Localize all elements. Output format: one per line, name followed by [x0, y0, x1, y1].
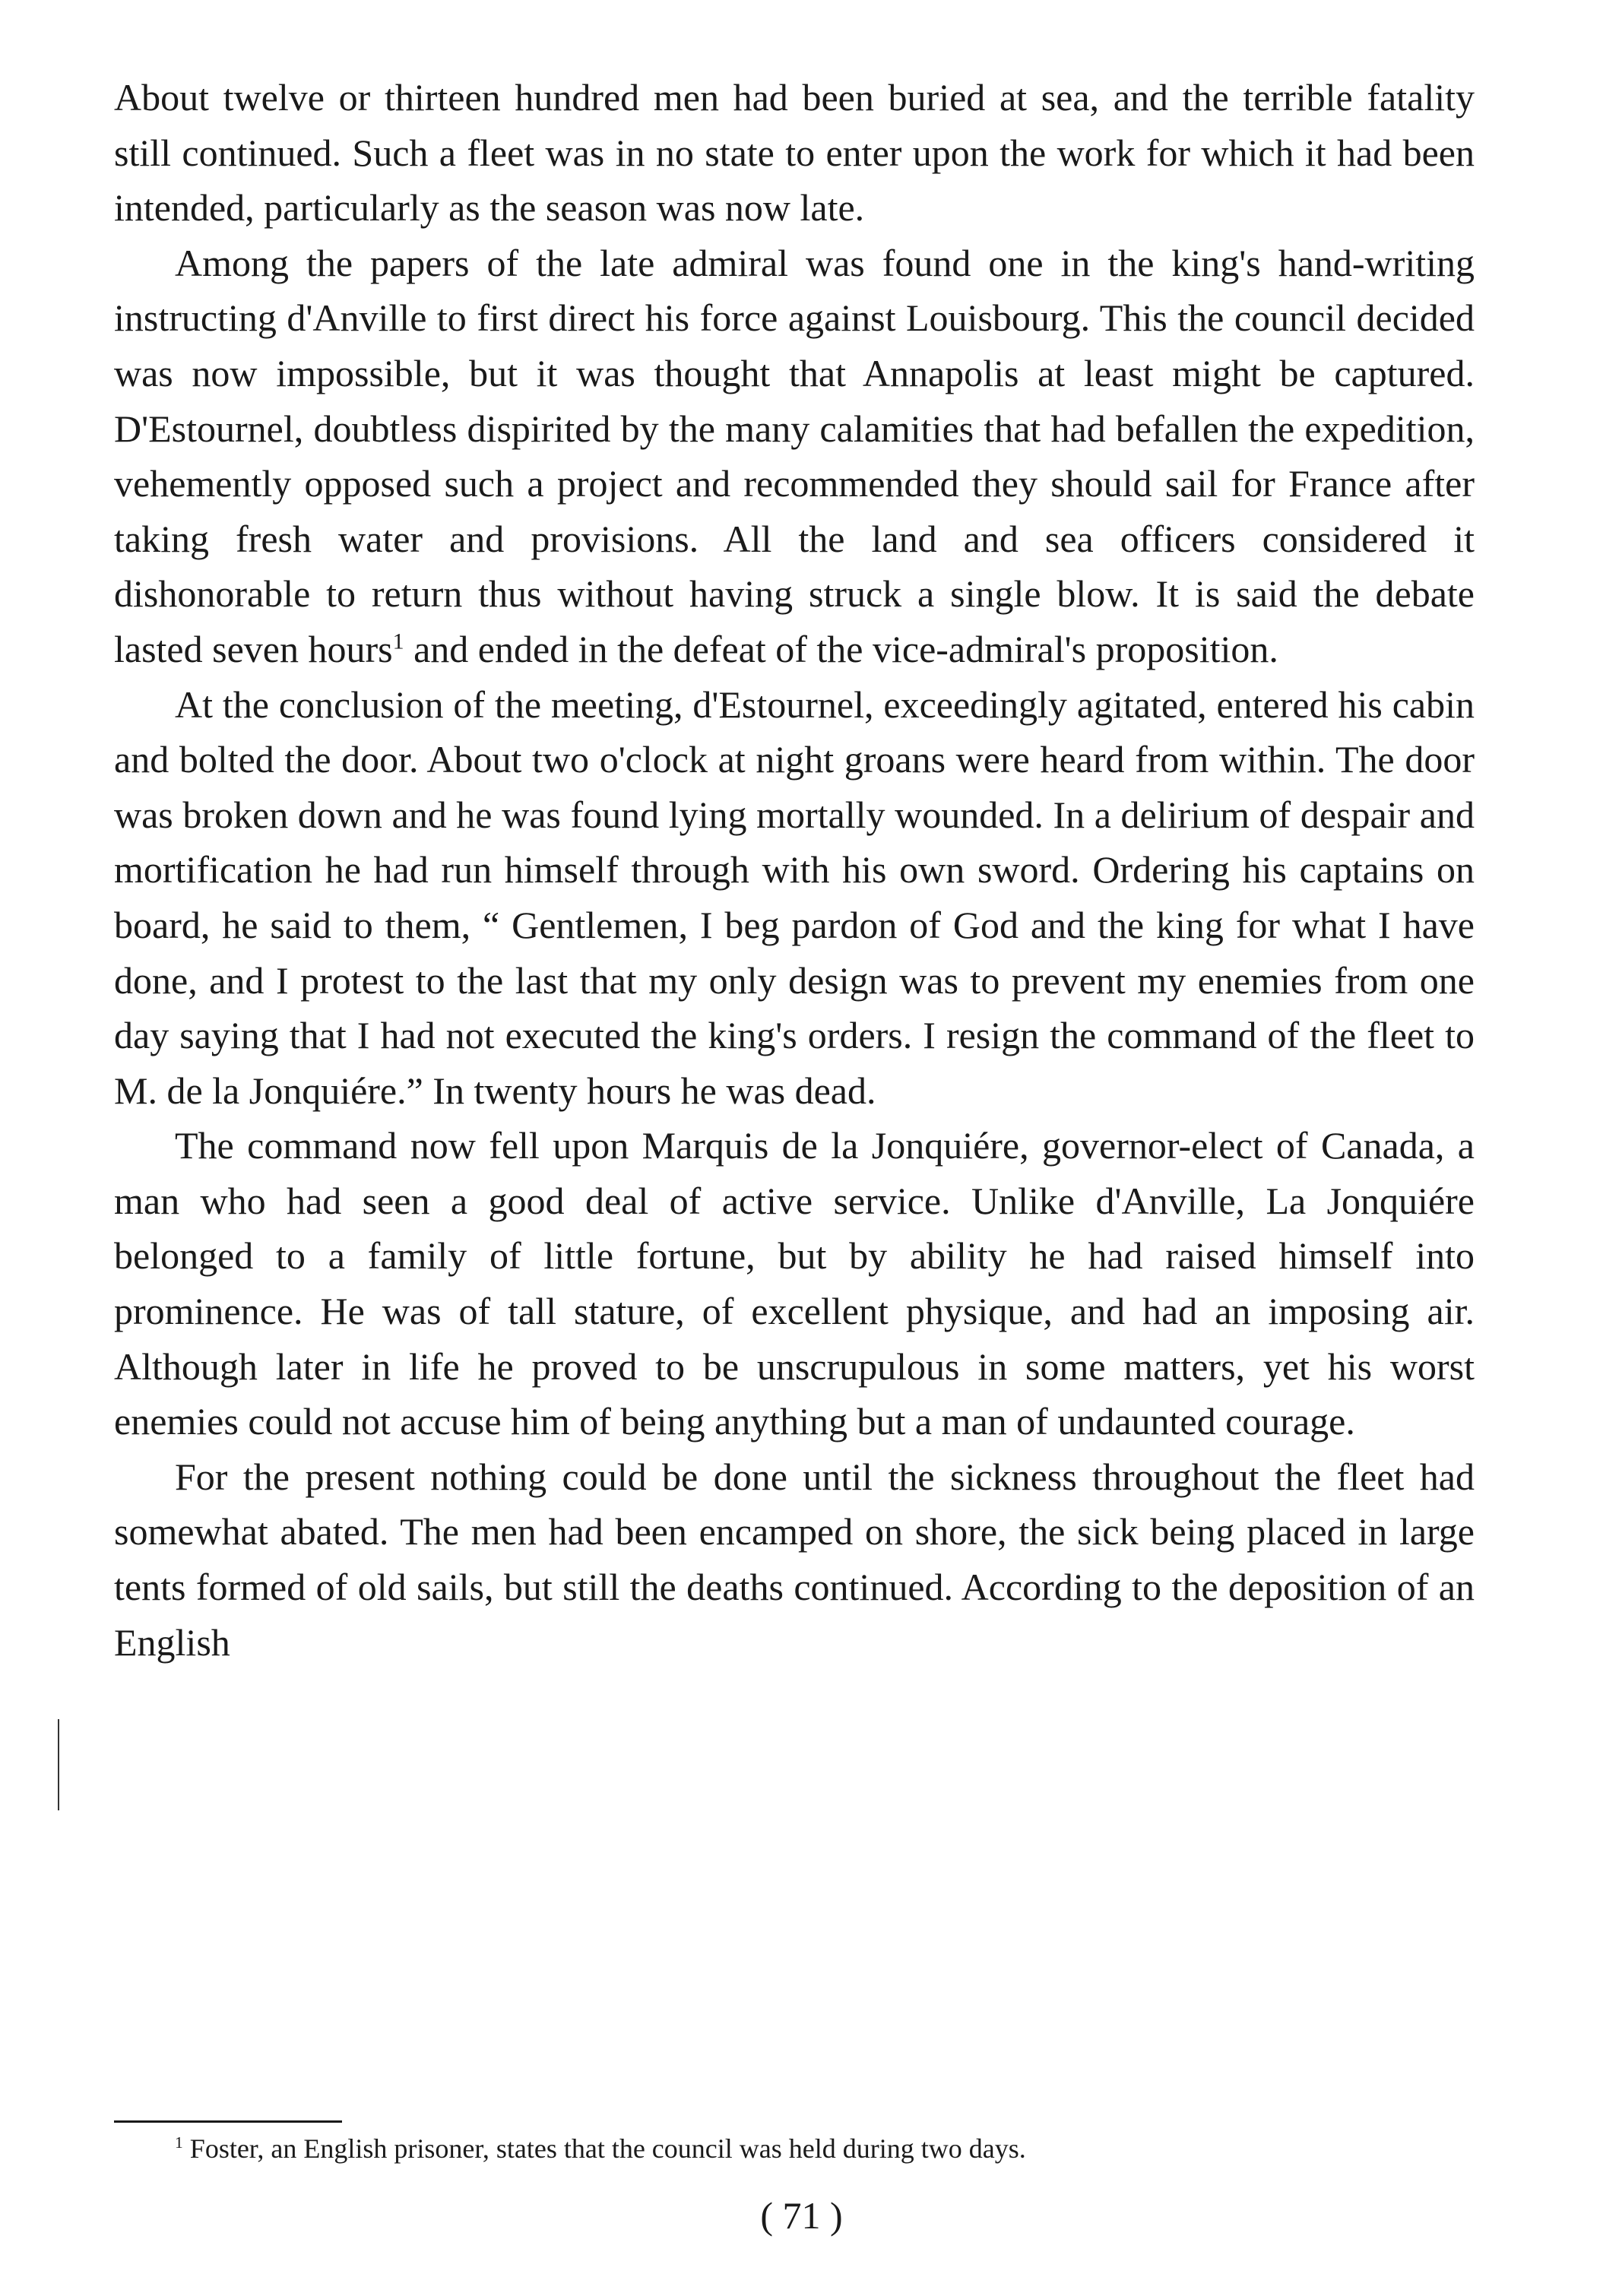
margin-mark: [58, 1719, 59, 1810]
paragraph-2-text: Among the papers of the late admiral was found one in the king's hand-writing instructing d'Anville to first direct his force against Louisbourg. This the council decided was now impossible, but it was thought that Annapolis at least might be captured. D'Estournel, doubtless dispirited by the many calamities that had befallen the expedition, vehemently opposed such a project and recommended they should sail for France after taking fresh water and provisions. All the land and sea officers considered it dishonorable to return thus without having struck a single blow. It is said the debate lasted seven hours: [114, 241, 1475, 670]
footnote-text: Foster, an English prisoner, states that the council was held during two days.: [189, 2133, 1026, 2164]
page-number: ( 71 ): [760, 2194, 843, 2237]
footnote-marker: 1: [175, 2133, 183, 2152]
footnote-reference: 1: [392, 629, 404, 654]
paragraph-2: [114, 236, 1475, 677]
paragraph-1: About twelve or thirteen hundred men had been buried at sea, and the terrible fatality still continued. Such a fleet was in no state to enter upon the work for which it had been intended, particularly as the season was now late.: [114, 76, 1475, 230]
footnote: [175, 2128, 1482, 2169]
paragraph-4: The command now fell upon Marquis de la Jonquiére, governor-elect of Canada, a man who had seen a good deal of active service. Unlike d'Anville, La Jonquiére belonged to a family of little fortune, but by ability he had raised himself into prominence. He was of tall stature, of excellent physique, and had an imposing air. Although later in life he proved to be unscrupulous in some matters, yet his worst enemies could not accuse him of being anything but a man of undaunted courage.: [114, 1124, 1475, 1443]
paragraph-2-tail: and ended in the defeat of the vice-admiral's proposition.: [404, 627, 1278, 670]
paragraph-3: At the conclusion of the meeting, d'Estournel, exceedingly agitated, entered his cabin and bolted the door. About two o'clock at night groans were heard from within. The door was broken down and he was found lying mortally wounded. In a delirium of despair and mortification he had run himself through with his own sword. Ordering his captains on board, he said to them, “ Gentlemen, I beg pardon of God and the king for what I have done, and I protest to the last that my only design was to prevent my enemies from one day saying that I had not executed the king's orders. I resign the command of the fleet to M. de la Jonquiére.” In twenty hours he was dead.: [114, 682, 1475, 1112]
page-body: [114, 70, 1475, 1670]
paragraph-5: For the present nothing could be done until the sickness throughout the fleet had somewhat abated. The men had been encamped on shore, the sick being placed in large tents formed of old sails, but still the deaths continued. According to the deposition of an English: [114, 1455, 1475, 1664]
footnote-rule: [114, 2120, 342, 2123]
